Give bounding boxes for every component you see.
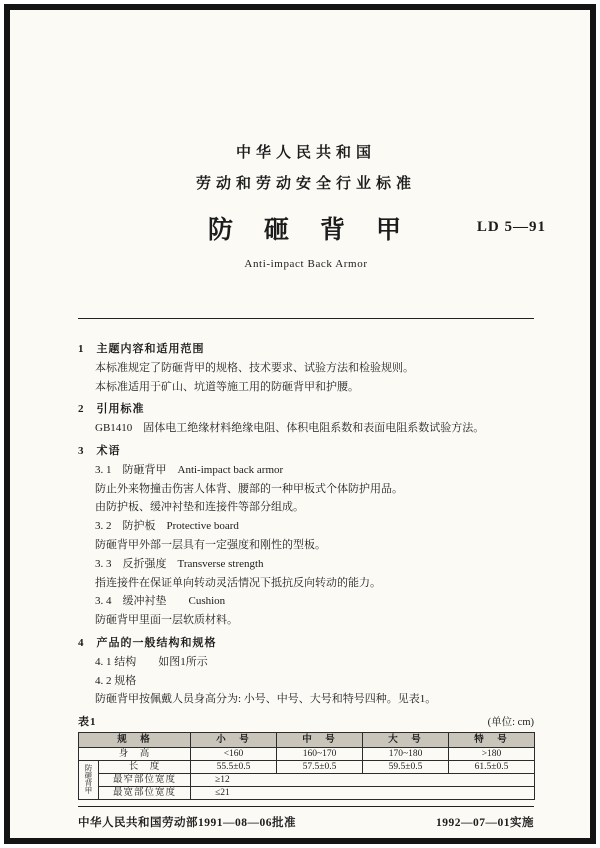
table-cell: 61.5±0.5	[449, 761, 535, 774]
section-heading: 2 引用标准	[78, 403, 145, 416]
height-row	[79, 748, 535, 761]
document-title-english: Anti-impact Back Armor	[244, 258, 368, 270]
paragraph: 防止外来物撞击伤害人体背、腰部的一种甲板式个体防护用品。	[95, 482, 403, 495]
document-header	[78, 138, 546, 270]
group-label-cell	[79, 761, 99, 800]
paragraph: 3. 2 防护板 Protective board	[95, 520, 239, 533]
paragraph: 3. 1 防砸背甲 Anti-impact back armor	[95, 463, 284, 476]
length-row	[79, 761, 535, 774]
section-heading: 3 术语	[78, 444, 121, 457]
length-label: 长 度	[99, 761, 191, 774]
section-heading: 1 主题内容和适用范围	[78, 343, 205, 355]
country-line: 中华人民共和国	[235, 145, 376, 161]
narrow-width-row	[79, 774, 535, 787]
scanned-page	[4, 4, 596, 844]
table-cell: 57.5±0.5	[277, 761, 363, 774]
header-divider	[78, 318, 534, 319]
narrow-width-value: ≥12	[191, 774, 535, 787]
table-cell: 170~180	[363, 748, 449, 761]
paragraph: 3. 4 缓冲衬垫 Cushion	[95, 595, 226, 608]
standard-code: LD 5—91	[476, 219, 546, 235]
paragraph: 本标准适用于矿山、坑道等施工用的防砸背甲和护腰。	[95, 380, 359, 393]
wide-width-row	[79, 787, 535, 800]
paragraph: 4. 1 结构 如图1所示	[95, 655, 208, 668]
approval-note: 中华人民共和国劳动部1991—08—06批准	[78, 817, 296, 830]
table-cell: 59.5±0.5	[363, 761, 449, 774]
height-label: 身 高	[79, 748, 191, 761]
size-table	[78, 732, 535, 800]
wide-width-label: 最宽部位宽度	[99, 787, 191, 800]
table-caption: 表1	[78, 716, 97, 729]
table-unit-note: (单位: cm)	[487, 717, 534, 729]
paragraph: 3. 3 反折强度 Transverse strength	[95, 557, 264, 570]
table-header-row	[79, 733, 535, 748]
paragraph: 防砸背甲里面一层软质材料。	[95, 614, 238, 627]
table-caption-row	[78, 713, 534, 729]
col-header-medium: 中 号	[277, 733, 363, 748]
paragraph: 防砸背甲外部一层具有一定强度和刚性的型板。	[95, 538, 326, 551]
paragraph: GB1410 固体电工绝缘材料绝缘电阻、体积电阻系数和表面电阻系数试验方法。	[95, 422, 485, 435]
spec-header-cell: 规 格	[79, 733, 191, 748]
col-header-small: 小 号	[191, 733, 277, 748]
footer-divider	[78, 806, 534, 807]
paragraph: 由防护板、缓冲衬垫和连接件等部分组成。	[95, 501, 304, 514]
body-blocks	[78, 341, 534, 709]
standard-type-line: 劳动和劳动安全行业标准	[195, 176, 416, 192]
document-footer	[78, 806, 534, 830]
table-cell: <160	[191, 748, 277, 761]
paragraph: 本标准规定了防砸背甲的规格、技术要求、试验方法和检验规则。	[95, 361, 414, 374]
table-cell: 55.5±0.5	[191, 761, 277, 774]
col-header-large: 大 号	[363, 733, 449, 748]
paragraph: 4. 2 规格	[95, 674, 137, 687]
col-header-special: 特 号	[449, 733, 535, 748]
paragraph: 指连接件在保证单向转动灵活情况下抵抗反向转动的能力。	[95, 576, 381, 589]
table-cell: >180	[449, 748, 535, 761]
paragraph: 防砸背甲按佩戴人员身高分为: 小号、中号、大号和特号四种。见表1。	[95, 693, 437, 706]
wide-width-value: ≤21	[191, 787, 535, 800]
table-cell: 160~170	[277, 748, 363, 761]
title-row	[78, 210, 546, 244]
narrow-width-label: 最窄部位宽度	[99, 774, 191, 787]
group-label: 防砸背甲	[84, 763, 93, 794]
page-content	[78, 138, 546, 830]
section-heading: 4 产品的一般结构和规格	[78, 636, 217, 649]
document-title: 防 砸 背 甲	[207, 217, 404, 244]
implementation-date: 1992—07—01实施	[436, 817, 534, 830]
